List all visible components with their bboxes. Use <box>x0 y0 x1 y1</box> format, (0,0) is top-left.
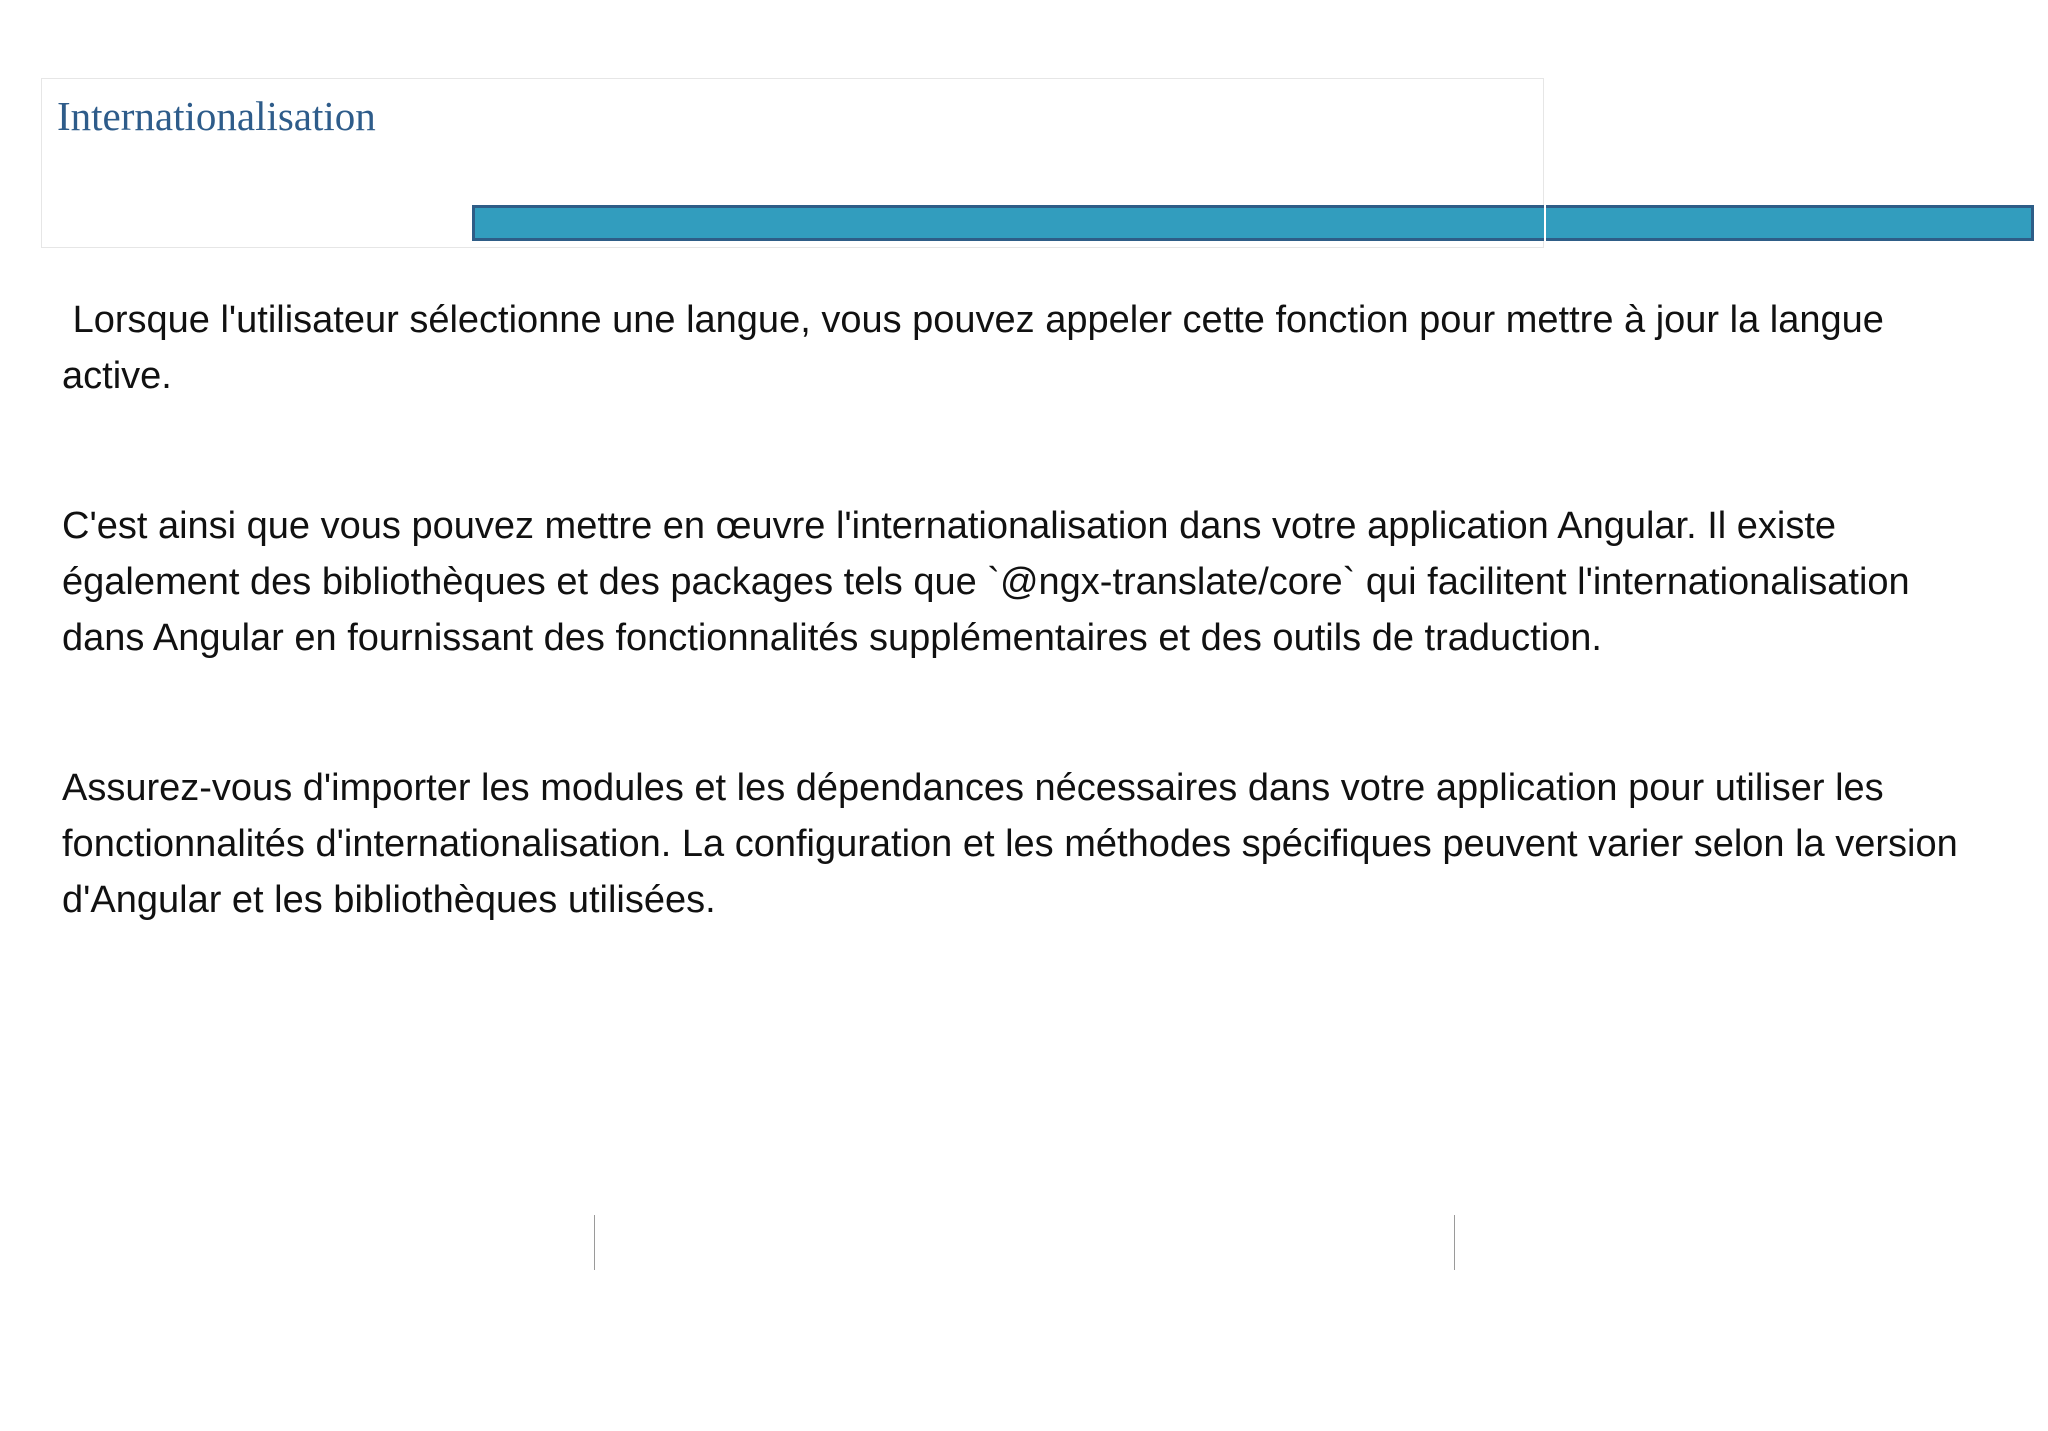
paragraph-import-modules: Assurez-vous d'importer les modules et les dépendances nécessaires dans votre application pour utiliser les fonctionnalités d'internationalisation. La configuration et les méthodes spécifiques peuvent varier selon la version d'Angular et les bibliothèques utilisées. <box>62 767 1969 921</box>
header-accent-bar <box>472 205 2034 241</box>
document-body <box>62 292 1982 1022</box>
paragraph-angular-i18n: C'est ainsi que vous pouvez mettre en œuvre l'internationalisation dans votre application Angular. Il existe également des bibliothèques et des packages tels que `@ngx-translate/core` qui facilitent l'internationalisation dans Angular en fournissant des fonctionnalités supplémentaires et des outils de traduction. <box>62 505 1921 659</box>
footer-divider-right <box>1454 1215 1455 1270</box>
paragraph-language-selection: Lorsque l'utilisateur sélectionne une langue, vous pouvez appeler cette fonction pour mettre à jour la langue active. <box>62 299 1895 397</box>
header-accent-divider <box>1544 203 1546 243</box>
page-title: Internationalisation <box>57 93 376 139</box>
footer-divider-left <box>594 1215 595 1270</box>
